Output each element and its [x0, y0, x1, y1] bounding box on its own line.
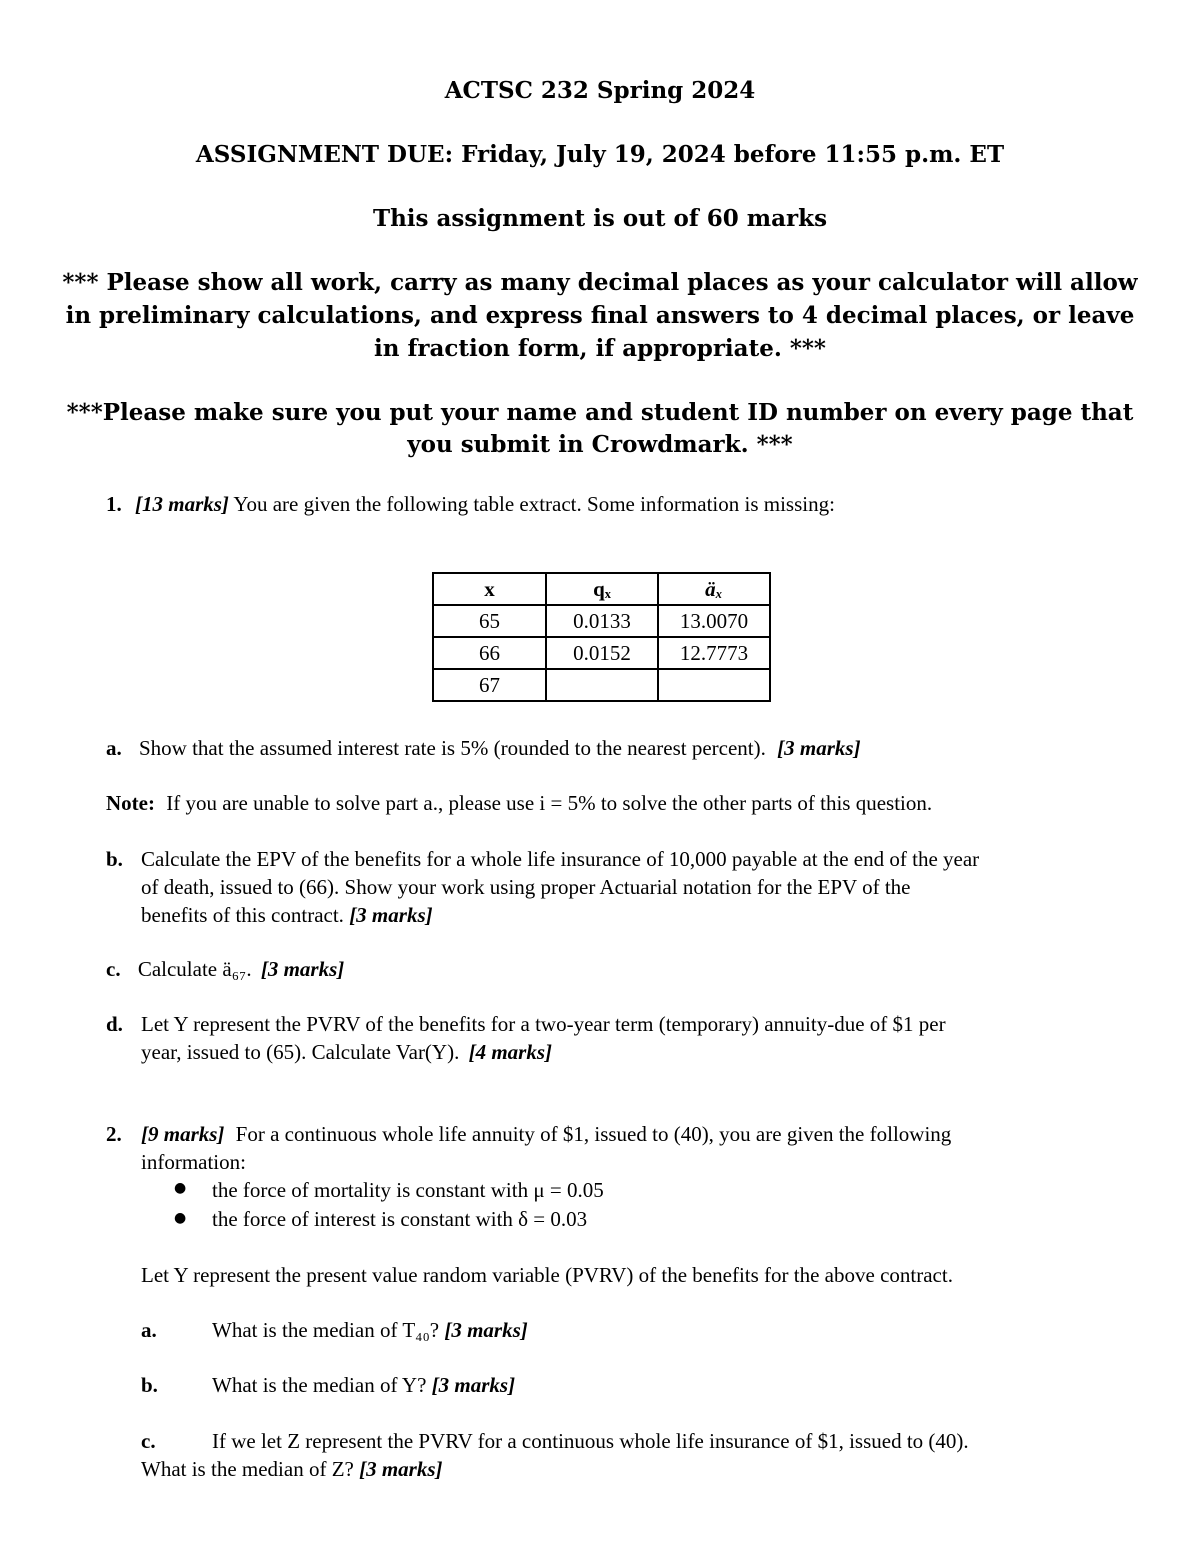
part-text: What is the median of T₄₀?	[212, 1318, 440, 1342]
question-1-intro	[106, 490, 835, 518]
question-2-intro	[141, 1120, 1141, 1176]
list-item: the force of interest is constant with δ = 0.03	[212, 1207, 588, 1231]
note	[106, 789, 932, 817]
part-text-line: benefits of this contract.	[141, 903, 344, 927]
table-row	[433, 605, 770, 637]
part-marks: [3 marks]	[431, 1373, 516, 1397]
instructions-line-2: in preliminary calculations, and express final answers to 4 decimal places, or leave	[65, 302, 1135, 329]
table-row	[433, 669, 770, 701]
let-y-text: Let Y represent the present value random variable (PVRV) of the benefits for the above contract.	[141, 1263, 953, 1287]
note-label: Note:	[106, 791, 155, 815]
part-label: a.	[141, 1318, 157, 1342]
part-label: c.	[141, 1429, 156, 1453]
part-2c-line-1: If we let Z represent the PVRV for a continuous whole life insurance of $1, issued to (40).	[212, 1429, 969, 1453]
table-cell: 65	[433, 605, 546, 637]
note-text: If you are unable to solve part a., please use i = 5% to solve the other parts of this question.	[166, 791, 933, 815]
part-marks: [3 marks]	[777, 736, 861, 760]
part-text: What is the median of Y?	[212, 1373, 427, 1397]
part-2a	[212, 1316, 528, 1344]
part-marks: [3 marks]	[444, 1318, 528, 1342]
table-cell: 12.7773	[658, 637, 770, 669]
table-cell	[658, 669, 770, 701]
table-cell: 66	[433, 637, 546, 669]
course-title: ACTSC 232 Spring 2024	[444, 77, 756, 104]
due-date: ASSIGNMENT DUE: Friday, July 19, 2024 before 11:55 p.m. ET	[195, 141, 1005, 168]
question-number: 1.	[106, 492, 122, 516]
table-header-row	[433, 573, 770, 605]
part-2c-line-2	[141, 1455, 443, 1483]
question-text: For a continuous whole life annuity of $1, issued to (40), you are given the following	[235, 1122, 952, 1146]
bullet-icon: ●	[174, 1210, 187, 1226]
part-text-line: Let Y represent the PVRV of the benefits for a two-year term (temporary) annuity-due of $1 per	[141, 1012, 946, 1036]
part-marks: [3 marks]	[359, 1457, 443, 1481]
part-1a	[106, 734, 861, 762]
part-2b	[212, 1371, 515, 1399]
part-text: Calculate ä₆₇.	[137, 957, 252, 981]
submission-note-line-2: you submit in Crowdmark. ***	[407, 431, 793, 458]
part-1c	[106, 955, 344, 983]
table-row	[433, 637, 770, 669]
table-cell: 67	[433, 669, 546, 701]
table-cell: 0.0152	[546, 637, 658, 669]
instructions-line-3: in fraction form, if appropriate. ***	[374, 335, 826, 362]
part-label: d.	[106, 1012, 123, 1036]
part-1b	[106, 845, 123, 873]
table-cell	[546, 669, 658, 701]
part-marks: [4 marks]	[468, 1040, 553, 1064]
table-header-annuity: äₓ	[658, 573, 770, 605]
part-label: b.	[141, 1373, 158, 1397]
table-header-qx: qₓ	[546, 573, 658, 605]
question-text: You are given the following table extract. Some information is missing:	[233, 492, 835, 516]
bullet-icon: ●	[174, 1180, 187, 1196]
part-marks: [3 marks]	[260, 957, 345, 981]
part-text: Show that the assumed interest rate is 5% (rounded to the nearest percent).	[139, 736, 766, 760]
part-1d-text	[141, 1010, 1141, 1066]
table-cell: 0.0133	[546, 605, 658, 637]
question-marks: [9 marks]	[141, 1122, 225, 1146]
part-label: b.	[106, 847, 123, 871]
part-label: a.	[106, 736, 122, 760]
table-cell: 13.0070	[658, 605, 770, 637]
mortality-table	[432, 572, 771, 702]
part-text-line: Calculate the EPV of the benefits for a whole life insurance of 10,000 payable at the end of the year	[141, 847, 980, 871]
part-text-line: of death, issued to (66). Show your work using proper Actuarial notation for the EPV of the	[141, 875, 911, 899]
part-1b-text	[141, 845, 1141, 929]
part-1d	[106, 1010, 123, 1038]
part-marks: [3 marks]	[349, 903, 433, 927]
total-marks: This assignment is out of 60 marks	[372, 205, 828, 232]
question-text: information:	[141, 1150, 246, 1174]
part-text-line: year, issued to (65). Calculate Var(Y).	[141, 1040, 460, 1064]
part-label: c.	[106, 957, 121, 981]
question-marks: [13 marks]	[135, 492, 229, 516]
submission-note-line-1: ***Please make sure you put your name and student ID number on every page that	[66, 399, 1134, 426]
table-header-x: x	[433, 573, 546, 605]
question-number: 2.	[106, 1122, 122, 1146]
instructions-line-1: *** Please show all work, carry as many decimal places as your calculator will allow	[62, 269, 1138, 296]
question-2-number	[106, 1120, 122, 1148]
list-item: the force of mortality is constant with μ = 0.05	[212, 1178, 604, 1202]
part-text: What is the median of Z?	[141, 1457, 354, 1481]
